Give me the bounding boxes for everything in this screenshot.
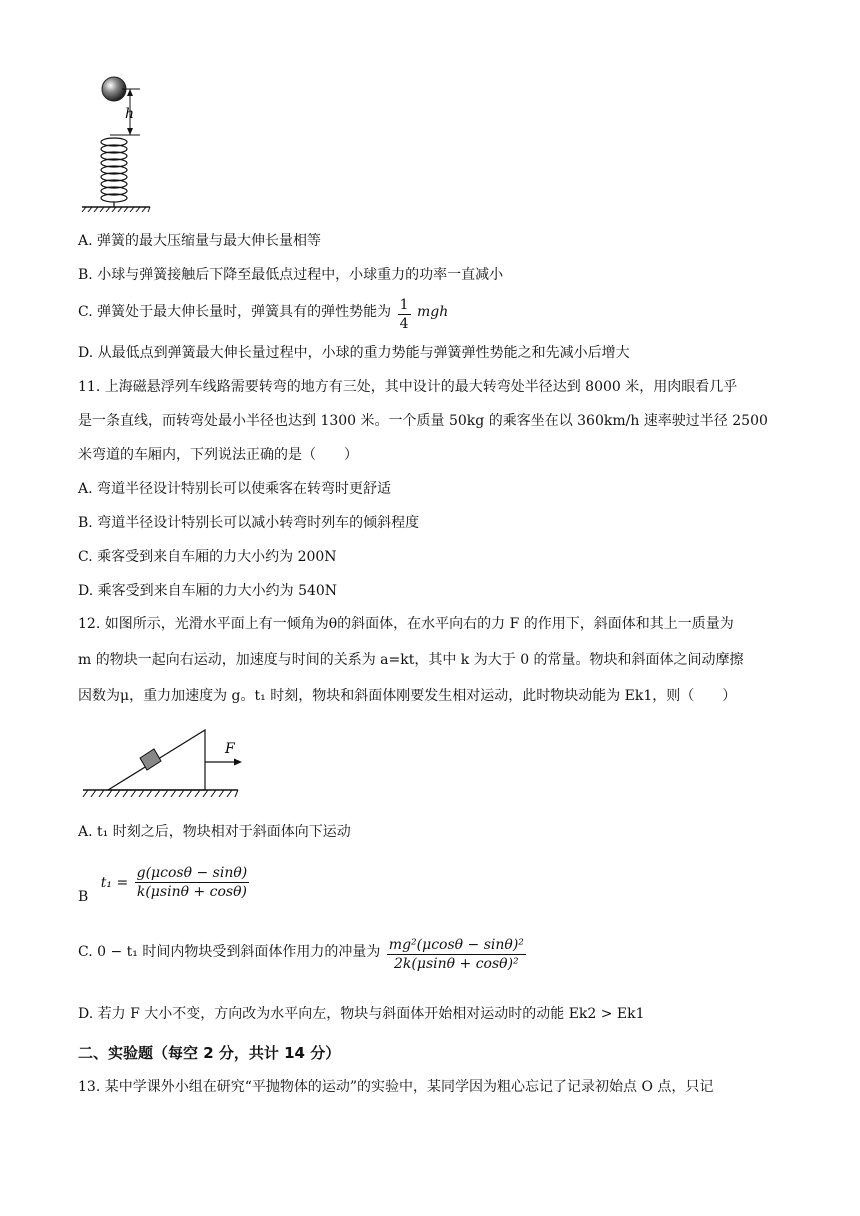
q10-option-c-expr: mgh	[416, 304, 449, 320]
q12-stem-line2: m 的物块一起向右运动，加速度与时间的关系为 a=kt，其中 k 为大于 0 的常量。物块和斜面体之间动摩擦	[78, 652, 744, 668]
q13-stem-line1: 13. 某中学课外小组在研究“平抛物体的运动”的实验中，某同学因为粗心忘记了记录初始点 O 点，只记	[78, 1079, 714, 1095]
q10-option-a: A. 弹簧的最大压缩量与最大伸长量相等	[78, 233, 322, 249]
height-label: h	[125, 106, 135, 122]
q10-option-d: D. 从最低点到弹簧最大伸长量过程中，小球的重力势能与弹簧弹性势能之和先减小后增大	[78, 345, 630, 361]
q10-option-c	[78, 296, 448, 333]
q12-stem-line1: 12. 如图所示，光滑水平面上有一倾角为θ的斜面体，在水平向右的力 F 的作用下，斜面体和其上一质量为	[78, 616, 734, 632]
q10-option-c-fraction	[398, 296, 411, 333]
q12-option-d: D. 若力 F 大小不变，方向改为水平向左，物块与斜面体开始相对运动时的动能 Ek2 > Ek1	[78, 1006, 645, 1022]
q12-option-b-lhs: t₁ =	[100, 874, 129, 891]
force-label: F	[225, 741, 235, 757]
q12-option-c-text: C. 0 − t₁ 时间内物块受到斜面体作用力的冲量为	[78, 944, 381, 960]
section-heading: 二、实验题（每空 2 分，共计 14 分）	[78, 1044, 341, 1062]
q11-option-c: C. 乘客受到来自车厢的力大小约为 200N	[78, 549, 337, 565]
q11-option-b: B. 弯道半径设计特别长可以减小转弯时列车的倾斜程度	[78, 515, 420, 531]
q11-stem-line1: 11. 上海磁悬浮列车线路需要转弯的地方有三处，其中设计的最大转弯处半径达到 8000 米，用肉眼看几乎	[78, 379, 738, 395]
spring-ball-figure	[78, 72, 178, 212]
q11-option-d: D. 乘客受到来自车厢的力大小约为 540N	[78, 583, 338, 599]
q12-option-b-label: B	[78, 888, 89, 905]
fraction-numerator: 1	[399, 297, 409, 313]
q12-option-c-fraction	[387, 936, 526, 973]
q11-option-a: A. 弯道半径设计特别长可以使乘客在转弯时更舒适	[78, 481, 392, 497]
fraction-denominator: 4	[399, 316, 409, 332]
fraction-denominator: 2k(μsinθ + cosθ)²	[394, 956, 519, 972]
q12-option-a: A. t₁ 时刻之后，物块相对于斜面体向下运动	[78, 824, 351, 840]
fraction-numerator: g(μcosθ − sinθ)	[136, 865, 248, 881]
fraction-numerator: mg²(μcosθ − sinθ)²	[388, 937, 524, 953]
q11-stem-line2: 是一条直线，而转弯处最小半径也达到 1300 米。一个质量 50kg 的乘客坐在以 360km/h 速率驶过半径 2500	[78, 413, 768, 429]
q12-option-b-fraction	[135, 864, 250, 901]
incline-figure	[80, 722, 250, 802]
q10-option-c-text: C. 弹簧处于最大伸长量时，弹簧具有的弹性势能为	[78, 304, 392, 320]
q12-option-b	[78, 864, 251, 907]
spring	[101, 138, 127, 207]
q12-stem-line3: 因数为μ，重力加速度为 g。t₁ 时刻，物块和斜面体刚要发生相对运动，此时物块动能为 Ek1，则（ ）	[78, 688, 737, 704]
fraction-denominator: k(μsinθ + cosθ)	[136, 884, 247, 900]
q11-stem-line3: 米弯道的车厢内，下列说法正确的是（ ）	[78, 447, 358, 463]
q10-option-b: B. 小球与弹簧接触后下降至最低点过程中，小球重力的功率一直减小	[78, 267, 504, 283]
q12-option-c	[78, 936, 528, 973]
